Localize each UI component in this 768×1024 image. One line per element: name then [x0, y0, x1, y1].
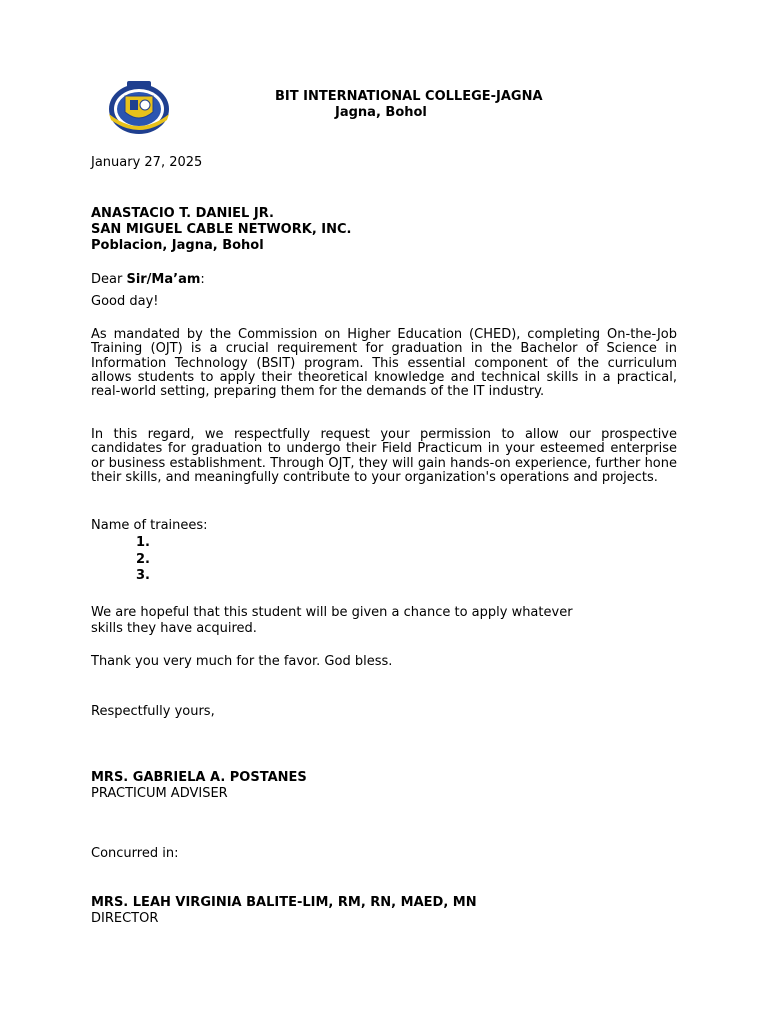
list-item: 2. — [136, 551, 150, 567]
salutation-prefix: Dear — [91, 272, 127, 287]
recipient-company: SAN MIGUEL CABLE NETWORK, INC. — [91, 222, 352, 237]
salutation — [91, 272, 205, 288]
college-name: BIT INTERNATIONAL COLLEGE-JAGNA — [275, 89, 543, 104]
recipient-name: ANASTACIO T. DANIEL JR. — [91, 206, 274, 221]
hopeful-line-2: skills they have acquired. — [91, 621, 257, 636]
signatory-2-name: MRS. LEAH VIRGINIA BALITE-LIM, RM, RN, MAED, MN — [91, 895, 477, 910]
closing-line: Respectfully yours, — [91, 704, 215, 719]
signatory-1-title: PRACTICUM ADVISER — [91, 786, 228, 801]
body-paragraph-1: As mandated by the Commission on Higher Education (CHED), completing On-the-Job Training (OJT) is a crucial requirement for graduation in the Bachelor of Science in Information Technology (BSIT) program. This essential component of the curriculum allows students to apply their theoretical knowledge and technical skills in a practical, real-world setting, preparing them for the demands of the IT industry. — [91, 327, 677, 400]
thanks-line: Thank you very much for the favor. God bless. — [91, 654, 393, 669]
signatory-1-name: MRS. GABRIELA A. POSTANES — [91, 770, 307, 785]
signatory-2-title: DIRECTOR — [91, 911, 159, 926]
concurred-label: Concurred in: — [91, 846, 179, 861]
trainees-label: Name of trainees: — [91, 518, 208, 533]
greeting: Good day! — [91, 294, 159, 309]
salutation-suffix: : — [200, 272, 205, 287]
salutation-name: Sir/Ma’am — [126, 272, 201, 287]
recipient-address: Poblacion, Jagna, Bohol — [91, 238, 264, 253]
trainees-list — [136, 535, 150, 585]
college-location: Jagna, Bohol — [335, 105, 427, 120]
list-item: 1. — [136, 535, 150, 550]
letter-date: January 27, 2025 — [91, 155, 203, 170]
body-paragraph-2: In this regard, we respectfully request your permission to allow our prospective candidates for graduation to undergo their Field Practicum in your esteemed enterprise or business establishment. Through OJT, they will gain hands-on experience, further hone their skills, and meaningfully contribute to your organization's operations and projects. — [91, 427, 677, 485]
college-seal-logo — [107, 78, 171, 136]
hopeful-line-1: We are hopeful that this student will be given a chance to apply whatever — [91, 605, 573, 620]
list-item: 3. — [136, 568, 150, 583]
